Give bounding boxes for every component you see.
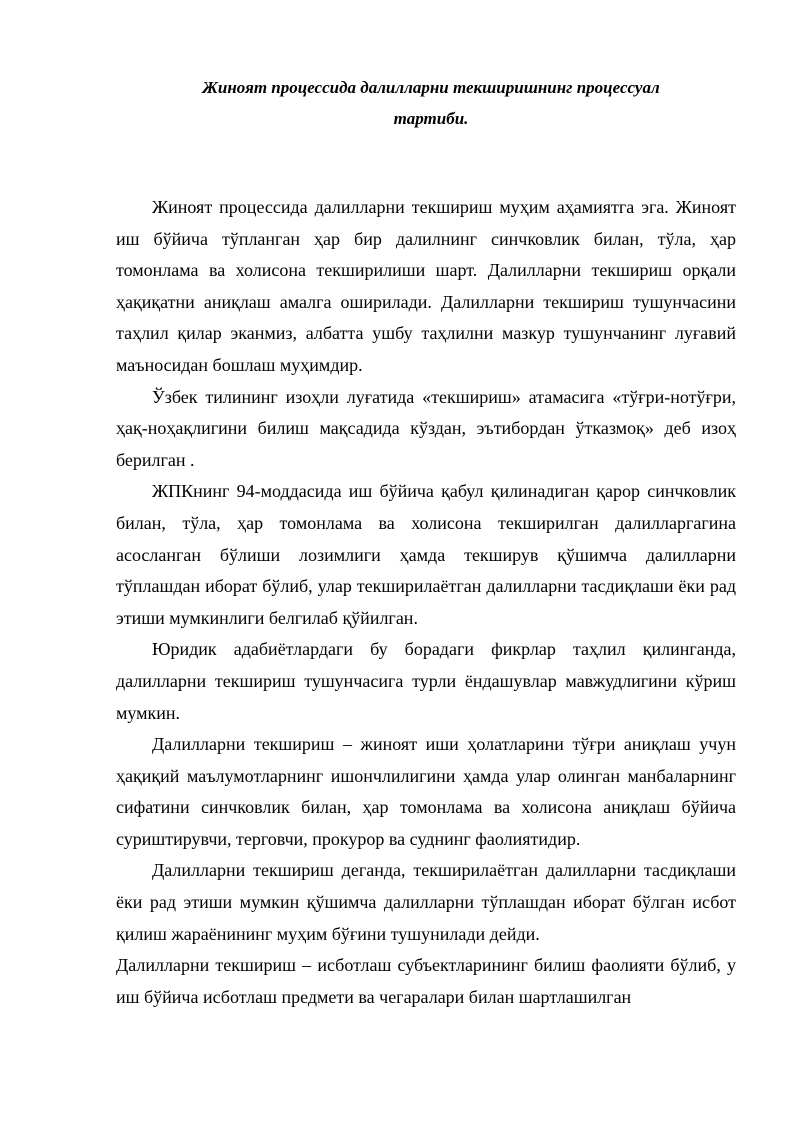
paragraph: Жиноят процессида далилларни текшириш муҳим аҳамиятга эга. Жиноят иш бўйича тўпланган ҳар бир далилнинг синчковлик билан, тўла, ҳар томонлама ва холисона текширилиши шарт. Далилларни текшириш орқали ҳақиқатни аниқлаш амалга оширилади. Далилларни текшириш тушунчасини таҳлил қилар эканмиз, албатта ушбу таҳлилни мазкур тушунчанинг луғавий маъносидан бошлаш муҳимдир. <box>116 197 736 375</box>
paragraph: Далилларни текшириш – жиноят иши ҳолатларини тўғри аниқлаш учун ҳақиқий маълумотларнинг ишончлилигини ҳамда улар олинган манбаларнинг сифатини синчковлик билан, ҳар томонлама ва холисона аниқлаш бўйича суриштирувчи, терговчи, прокурор ва суднинг фаолиятидир. <box>116 734 736 849</box>
title-line-2: тартиби. <box>393 109 469 128</box>
paragraph: Ўзбек тилининг изоҳли луғатида «текшириш» атамасига «тўғри-нотўғри, ҳақ-ноҳақлигини билиш мақсадида кўздан, эътибордан ўтказмоқ» деб изоҳ берилган . <box>116 386 736 470</box>
document-title <box>116 72 736 134</box>
title-line-1: Жиноят процессида далилларни текширишнинг процессуал <box>202 78 660 97</box>
paragraph: Далилларни текшириш деганда, текширилаётган далилларни тасдиқлаши ёки рад этиши мумкин қўшимча далилларни тўплашдан иборат бўлган исбот қилиш жараёнининг муҳим бўғини тушунилади дейди. <box>116 860 736 944</box>
paragraph: Далилларни текшириш – исботлаш субъектларининг билиш фаолияти бўлиб, у иш бўйича исботлаш предмети ва чегаралари билан шартлашилган <box>116 955 736 1007</box>
document-body <box>116 192 736 1013</box>
paragraph: ЖПКнинг 94-моддасида иш бўйича қабул қилинадиган қарор синчковлик билан, тўла, ҳар томонлама ва холисона текширилган далилларгагина асосланган бўлиши лозимлиги ҳамда текширув қўшимча далилларни тўплашдан иборат бўлиб, улар текширилаётган далилларни тасдиқлаши ёки рад этиши мумкинлиги белгилаб қўйилган. <box>116 481 736 628</box>
paragraph: Юридик адабиётлардаги бу борадаги фикрлар таҳлил қилинганда, далилларни текшириш тушунчасига турли ёндашувлар мавжудлигини кўриш мумкин. <box>116 639 736 723</box>
document-page <box>116 72 736 1013</box>
